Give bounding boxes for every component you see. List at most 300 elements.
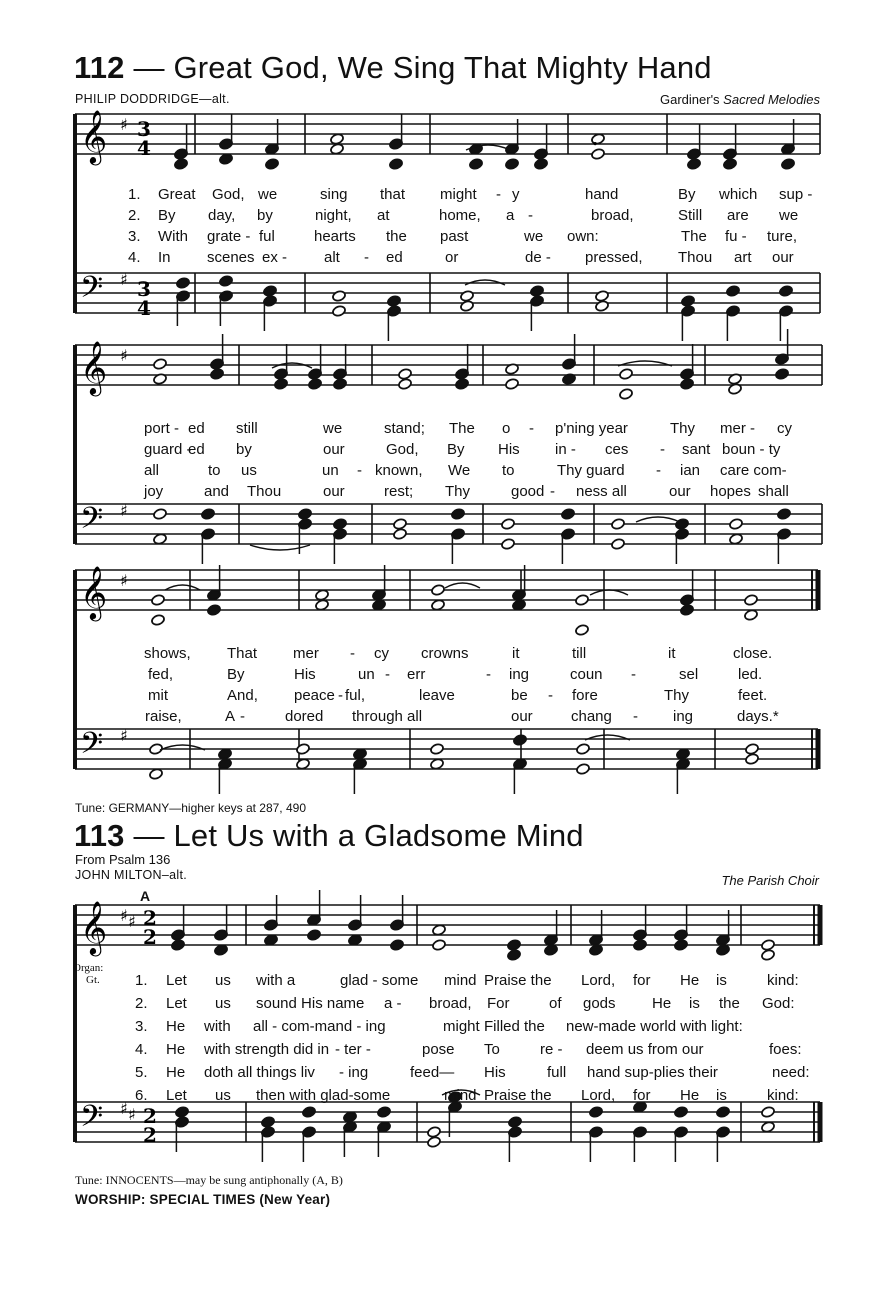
page-footer: WORSHIP: SPECIAL TIMES (New Year): [75, 1192, 331, 1207]
lyric-syllable: By: [227, 666, 245, 683]
lyric-syllable: o: [502, 420, 511, 437]
note-head: [265, 158, 280, 171]
gt-label: Gt.: [86, 974, 100, 986]
hymn-113-number: 113: [74, 818, 125, 853]
lyric-syllable: kind:: [767, 972, 799, 989]
hymn-112-number: 112: [74, 50, 125, 85]
lyric-syllable: raise,: [145, 708, 182, 725]
lyric-syllable: are: [727, 207, 749, 224]
note-head: [387, 295, 402, 308]
lyric-syllable: God,: [212, 186, 245, 203]
lyric-syllable: doth all things liv: [204, 1064, 315, 1081]
note-head: [508, 1116, 523, 1129]
note-head: [210, 368, 225, 381]
note-head: [680, 378, 695, 391]
music-symbol: .: [592, 129, 599, 150]
music-symbol: ♯: [120, 1099, 128, 1118]
lyric-syllable: Lord,: [581, 1087, 616, 1104]
note-head: [681, 295, 696, 308]
lyric-syllable: a: [506, 207, 515, 224]
lyric-syllable: port -: [144, 420, 180, 437]
lyric-syllable: -: [548, 687, 553, 704]
lyric-syllable: still: [236, 420, 258, 437]
author-name-113: JOHN MILTON: [75, 868, 162, 882]
lyric-syllable: ness all: [576, 483, 627, 500]
note-head: [589, 1106, 604, 1119]
note-head: [460, 300, 475, 313]
lyric-syllable: hand sup-plies their: [587, 1064, 718, 1081]
lyric-syllable: our: [772, 249, 794, 266]
lyric-syllable: guard -: [144, 441, 192, 458]
note-head: [469, 158, 484, 171]
lyric-syllable: -: [385, 666, 390, 683]
note-head: [398, 378, 413, 391]
lyric-syllable: chang: [571, 708, 612, 725]
lyric-syllable: rest;: [384, 483, 414, 500]
lyric-syllable: Let: [166, 1087, 187, 1104]
note-head: [633, 939, 648, 952]
hymn-112-tune-note: Tune: GERMANY—higher keys at 287, 490: [75, 801, 306, 815]
note-head: [377, 1106, 392, 1119]
lyric-syllable: we: [524, 228, 544, 245]
lyric-syllable: sing: [320, 186, 348, 203]
lyric-syllable: gods: [583, 995, 616, 1012]
note-head: [505, 378, 520, 391]
lyric-syllable: -: [528, 207, 533, 224]
lyric-syllable: hopes: [710, 483, 751, 500]
note-head: [432, 939, 447, 952]
lyric-syllable: ian: [680, 462, 701, 479]
lyric-syllable: fed,: [148, 666, 174, 683]
lyric-syllable: then with glad-some: [256, 1087, 391, 1104]
lyric-syllable: all - com-mand - ing: [253, 1018, 386, 1035]
lyric-syllable: -: [496, 186, 501, 203]
lyric-syllable: past: [440, 228, 469, 245]
lyric-syllable: ces: [605, 441, 629, 458]
lyric-syllable: With: [158, 228, 188, 245]
lyric-syllable: -: [240, 708, 245, 725]
note-head: [389, 158, 404, 171]
lyric-syllable: leave: [419, 687, 455, 704]
lyric-syllable: deem us from our: [586, 1041, 704, 1058]
lyric-syllable: ed: [386, 249, 403, 266]
music-symbol: ♯: [128, 912, 136, 931]
lyric-syllable: ed: [188, 441, 205, 458]
music-symbol: 2: [143, 906, 157, 930]
lyric-syllable: ful: [259, 228, 275, 245]
lyric-syllable: His: [498, 441, 520, 458]
note-head: [611, 518, 626, 531]
lyric-syllable: by: [236, 441, 252, 458]
lyric-syllable: till: [572, 645, 587, 662]
lyric-syllable: night,: [315, 207, 352, 224]
lyric-syllable: in -: [555, 441, 576, 458]
music-symbol: ♯: [120, 906, 128, 925]
lyric-syllable: feet.: [738, 687, 768, 704]
lyric-syllable: is: [716, 972, 727, 989]
hymn-113-title: [74, 818, 584, 854]
note-head: [307, 929, 322, 942]
note-head: [151, 594, 166, 607]
lyric-syllable: re -: [540, 1041, 563, 1058]
lyric-syllable: is: [689, 995, 700, 1012]
lyric-syllable: He: [680, 1087, 700, 1104]
verse-number: 2.: [128, 207, 141, 224]
note-head: [176, 277, 191, 290]
lyric-syllable: close.: [733, 645, 773, 662]
note-head: [779, 285, 794, 298]
note-head: [430, 743, 445, 756]
lyric-syllable: with strength did in: [204, 1041, 330, 1058]
music-symbol: 3: [137, 277, 151, 301]
note-head: [561, 508, 576, 521]
lyric-syllable: care com-: [720, 462, 787, 479]
hymn-112-title-text: Great God, We Sing That Mighty Hand: [173, 50, 712, 85]
lyric-syllable: un: [358, 666, 375, 683]
music-symbol: 4: [137, 136, 151, 160]
note-head: [201, 508, 216, 521]
music-symbol: 𝄢: [80, 502, 104, 543]
note-head: [302, 1106, 317, 1119]
section-mark-a: A: [140, 888, 151, 904]
lyric-syllable: By: [158, 207, 176, 224]
lyric-syllable: By: [678, 186, 696, 203]
verse-number: 4.: [128, 249, 141, 266]
lyric-syllable: -: [631, 666, 636, 683]
lyric-syllable: hearts: [314, 228, 356, 245]
note-head: [263, 285, 278, 298]
note-head: [575, 624, 590, 637]
lyric-syllable: or: [445, 249, 459, 266]
note-head: [501, 518, 516, 531]
lyric-syllable: - ter -: [335, 1041, 371, 1058]
lyric-syllable: mer: [293, 645, 319, 662]
lyric-syllable: un: [322, 462, 339, 479]
note-head: [296, 743, 311, 756]
note-head: [687, 158, 702, 171]
lyric-syllable: sant: [682, 441, 711, 458]
music-symbol: 𝄞: [80, 900, 108, 954]
note-head: [723, 158, 738, 171]
lyric-syllable: y: [512, 186, 520, 203]
lyric-syllable: shows,: [144, 645, 191, 662]
note-head: [151, 614, 166, 627]
note-head: [680, 604, 695, 617]
music-symbol: 𝄞: [80, 109, 108, 163]
lyric-syllable: broad,: [591, 207, 634, 224]
source-italic: Sacred Melodies: [723, 92, 820, 107]
lyric-syllable: dored: [285, 708, 324, 725]
lyric-syllable: us: [215, 995, 231, 1012]
lyric-syllable: The: [681, 228, 707, 245]
lyric-syllable: we: [258, 186, 278, 203]
note-head: [332, 290, 347, 303]
lyric-syllable: cy: [374, 645, 389, 662]
author-suffix: —alt.: [199, 92, 230, 106]
lyric-syllable: The: [449, 420, 475, 437]
hymn-113-source: The Parish Choir: [721, 873, 819, 888]
lyric-syllable: with: [204, 1018, 231, 1035]
lyric-syllable: art: [734, 249, 752, 266]
note-head: [261, 1116, 276, 1129]
note-head: [745, 753, 760, 766]
lyric-syllable: Thou: [247, 483, 282, 500]
music-symbol: ♯: [120, 270, 128, 289]
lyric-syllable: the: [719, 995, 740, 1012]
lyric-syllable: ed: [188, 420, 205, 437]
music-symbol: ♯: [120, 726, 128, 745]
verse-number: 3.: [135, 1018, 148, 1035]
organ-label: Organ:: [73, 962, 104, 974]
hymn-113-author: [75, 868, 187, 882]
lyric-syllable: crowns: [421, 645, 469, 662]
note-head: [777, 508, 792, 521]
note-head: [674, 939, 689, 952]
lyric-syllable: To: [484, 1041, 500, 1058]
lyric-syllable: Filled the: [484, 1018, 545, 1035]
note-head: [274, 378, 289, 391]
lyric-syllable: our: [323, 441, 345, 458]
tie-slur: [250, 545, 310, 550]
lyric-syllable: for: [633, 1087, 651, 1104]
lyric-syllable: it: [512, 645, 520, 662]
lyric-syllable: scenes: [207, 249, 255, 266]
lyric-syllable: fore: [572, 687, 598, 704]
author-name: PHILIP DODDRIDGE: [75, 92, 200, 106]
lyric-syllable: which: [719, 186, 758, 203]
note-head: [716, 1106, 731, 1119]
lyric-syllable: ing: [673, 708, 694, 725]
lyric-syllable: it: [668, 645, 676, 662]
lyric-syllable: known,: [375, 462, 423, 479]
lyric-syllable: kind:: [767, 1087, 799, 1104]
lyric-syllable: for: [633, 972, 651, 989]
note-head: [427, 1136, 442, 1149]
note-head: [501, 538, 516, 551]
lyric-syllable: mind: [444, 1087, 477, 1104]
note-head: [505, 158, 520, 171]
lyric-syllable: God,: [386, 441, 419, 458]
lyric-syllable: to: [208, 462, 221, 479]
verse-number: 2.: [135, 995, 148, 1012]
verse-number: 6.: [135, 1087, 148, 1104]
music-symbol: 2: [143, 1123, 157, 1147]
lyric-syllable: For: [487, 995, 510, 1012]
lyric-syllable: new-made world with light:: [566, 1018, 743, 1035]
lyric-syllable: Praise the: [484, 1087, 552, 1104]
lyric-syllable: coun: [570, 666, 603, 683]
lyric-syllable: and: [204, 483, 230, 500]
note-head: [513, 734, 528, 747]
note-head: [427, 1126, 442, 1139]
lyric-syllable: Thy guard: [557, 462, 625, 479]
lyric-syllable: In: [158, 249, 171, 266]
lyric-syllable: the: [386, 228, 407, 245]
lyric-syllable: mer -: [720, 420, 755, 437]
note-head: [744, 594, 759, 607]
note-head: [534, 158, 549, 171]
lyric-syllable: He: [166, 1064, 186, 1081]
note-head: [761, 1106, 776, 1119]
lyric-syllable: is: [716, 1087, 727, 1104]
lyric-syllable: Thy: [445, 483, 471, 500]
note-head: [576, 763, 591, 776]
note-head: [333, 518, 348, 531]
lyric-syllable: - ing: [339, 1064, 369, 1081]
music-symbol: ♯: [120, 571, 128, 590]
note-head: [431, 584, 446, 597]
note-head: [393, 528, 408, 541]
lyric-syllable: that: [380, 186, 406, 203]
lyric-syllable: home,: [439, 207, 481, 224]
lyric-syllable: -: [364, 249, 369, 266]
lyric-syllable: Thy: [664, 687, 690, 704]
lyric-syllable: p'ning year: [555, 420, 628, 437]
lyric-syllable: -: [660, 441, 665, 458]
note-head: [745, 743, 760, 756]
lyric-syllable: stand;: [384, 420, 425, 437]
music-symbol: ♯: [128, 1105, 136, 1124]
music-symbol: 𝄢: [80, 727, 104, 768]
note-head: [675, 518, 690, 531]
note-head: [398, 368, 413, 381]
lyric-syllable: He: [680, 972, 700, 989]
lyric-syllable: Let: [166, 972, 187, 989]
lyric-syllable: sup -: [779, 186, 813, 203]
source-prefix: Gardiner's: [660, 92, 724, 107]
lyric-syllable: ing: [509, 666, 530, 683]
note-head: [171, 939, 186, 952]
note-head: [530, 285, 545, 298]
note-head: [460, 290, 475, 303]
music-symbol: 𝄢: [80, 1100, 104, 1141]
lyric-syllable: His: [294, 666, 316, 683]
lyric-syllable: -: [338, 687, 343, 704]
note-head: [174, 158, 189, 171]
lyric-syllable: ture,: [767, 228, 798, 245]
lyric-syllable: ex -: [262, 249, 288, 266]
lyric-syllable: pressed,: [585, 249, 643, 266]
note-head: [333, 378, 348, 391]
lyric-syllable: We: [448, 462, 471, 479]
lyric-syllable: broad,: [429, 995, 472, 1012]
lyric-syllable: -: [550, 483, 555, 500]
lyric-syllable: glad - some: [340, 972, 419, 989]
note-head: [332, 305, 347, 318]
note-head: [153, 508, 168, 521]
lyric-syllable: grate -: [207, 228, 251, 245]
note-head: [308, 378, 323, 391]
lyric-syllable: own:: [567, 228, 599, 245]
music-symbol: 2: [143, 925, 157, 949]
lyric-syllable: de -: [525, 249, 551, 266]
note-head: [775, 368, 790, 381]
lyric-syllable: need:: [772, 1064, 810, 1081]
note-head: [729, 518, 744, 531]
lyric-syllable: His: [484, 1064, 506, 1081]
note-head: [619, 388, 634, 401]
lyric-syllable: be: [511, 687, 528, 704]
lyric-syllable: peace: [294, 687, 335, 704]
note-head: [455, 378, 470, 391]
lyric-syllable: mind: [444, 972, 477, 989]
title-dash: —: [124, 50, 174, 85]
lyric-syllable: God:: [762, 995, 795, 1012]
verse-number: 3.: [128, 228, 141, 245]
note-head: [219, 275, 234, 288]
note-head: [595, 300, 610, 313]
note-head: [175, 1106, 190, 1119]
lyric-syllable: through all: [352, 708, 423, 725]
hymn-113-tune-note: Tune: INNOCENTS—may be sung antiphonally (A, B): [75, 1173, 343, 1187]
lyric-syllable: pose: [422, 1041, 455, 1058]
verse-number: 5.: [135, 1064, 148, 1081]
lyric-syllable: err: [407, 666, 426, 683]
lyric-syllable: might: [443, 1018, 480, 1035]
lyric-syllable: hand: [585, 186, 619, 203]
lyric-syllable: with a: [256, 972, 296, 989]
note-head: [507, 939, 522, 952]
note-head: [576, 743, 591, 756]
lyric-syllable: a -: [384, 995, 402, 1012]
lyric-syllable: Praise the: [484, 972, 552, 989]
lyric-syllable: led.: [738, 666, 763, 683]
tie-slur: [636, 517, 680, 522]
note-head: [781, 158, 796, 171]
note-head: [153, 358, 168, 371]
lyric-syllable: He: [166, 1041, 186, 1058]
lyric-syllable: ful,: [345, 687, 366, 704]
lyric-syllable: By: [447, 441, 465, 458]
lyric-syllable: we: [779, 207, 799, 224]
lyric-syllable: Thy: [670, 420, 696, 437]
lyric-syllable: cy: [777, 420, 792, 437]
lyric-syllable: Lord,: [581, 972, 616, 989]
lyric-syllable: day,: [208, 207, 236, 224]
lyric-syllable: days.*: [737, 708, 779, 725]
note-head: [298, 508, 313, 521]
note-head: [595, 290, 610, 303]
lyric-syllable: -: [529, 420, 534, 437]
music-symbol: 4: [137, 296, 151, 320]
lyric-syllable: good: [511, 483, 545, 500]
lyric-syllable: full: [547, 1064, 567, 1081]
lyric-syllable: He: [166, 1018, 186, 1035]
lyric-syllable: our: [511, 708, 533, 725]
lyric-syllable: -: [633, 708, 638, 725]
lyric-syllable: -: [357, 462, 362, 479]
note-head: [611, 538, 626, 551]
lyric-syllable: joy: [144, 483, 164, 500]
lyric-syllable: our: [323, 483, 345, 500]
lyric-syllable: all: [144, 462, 160, 479]
lyric-syllable: us: [215, 972, 231, 989]
music-symbol: 2: [143, 1104, 157, 1128]
note-head: [726, 285, 741, 298]
lyric-syllable: shall: [758, 483, 789, 500]
lyric-syllable: feed—: [410, 1064, 455, 1081]
verse-number: 4.: [135, 1041, 148, 1058]
author-suffix-113: –alt.: [161, 868, 188, 882]
lyric-syllable: Thou: [678, 249, 713, 266]
verse-number: 1.: [135, 972, 148, 989]
hymn-113-title-text: Let Us with a Gladsome Mind: [173, 818, 584, 853]
music-symbol: 3: [137, 117, 151, 141]
lyric-syllable: might: [440, 186, 477, 203]
lyric-syllable: -: [486, 666, 491, 683]
note-head: [619, 368, 634, 381]
lyric-syllable: at: [377, 207, 390, 224]
